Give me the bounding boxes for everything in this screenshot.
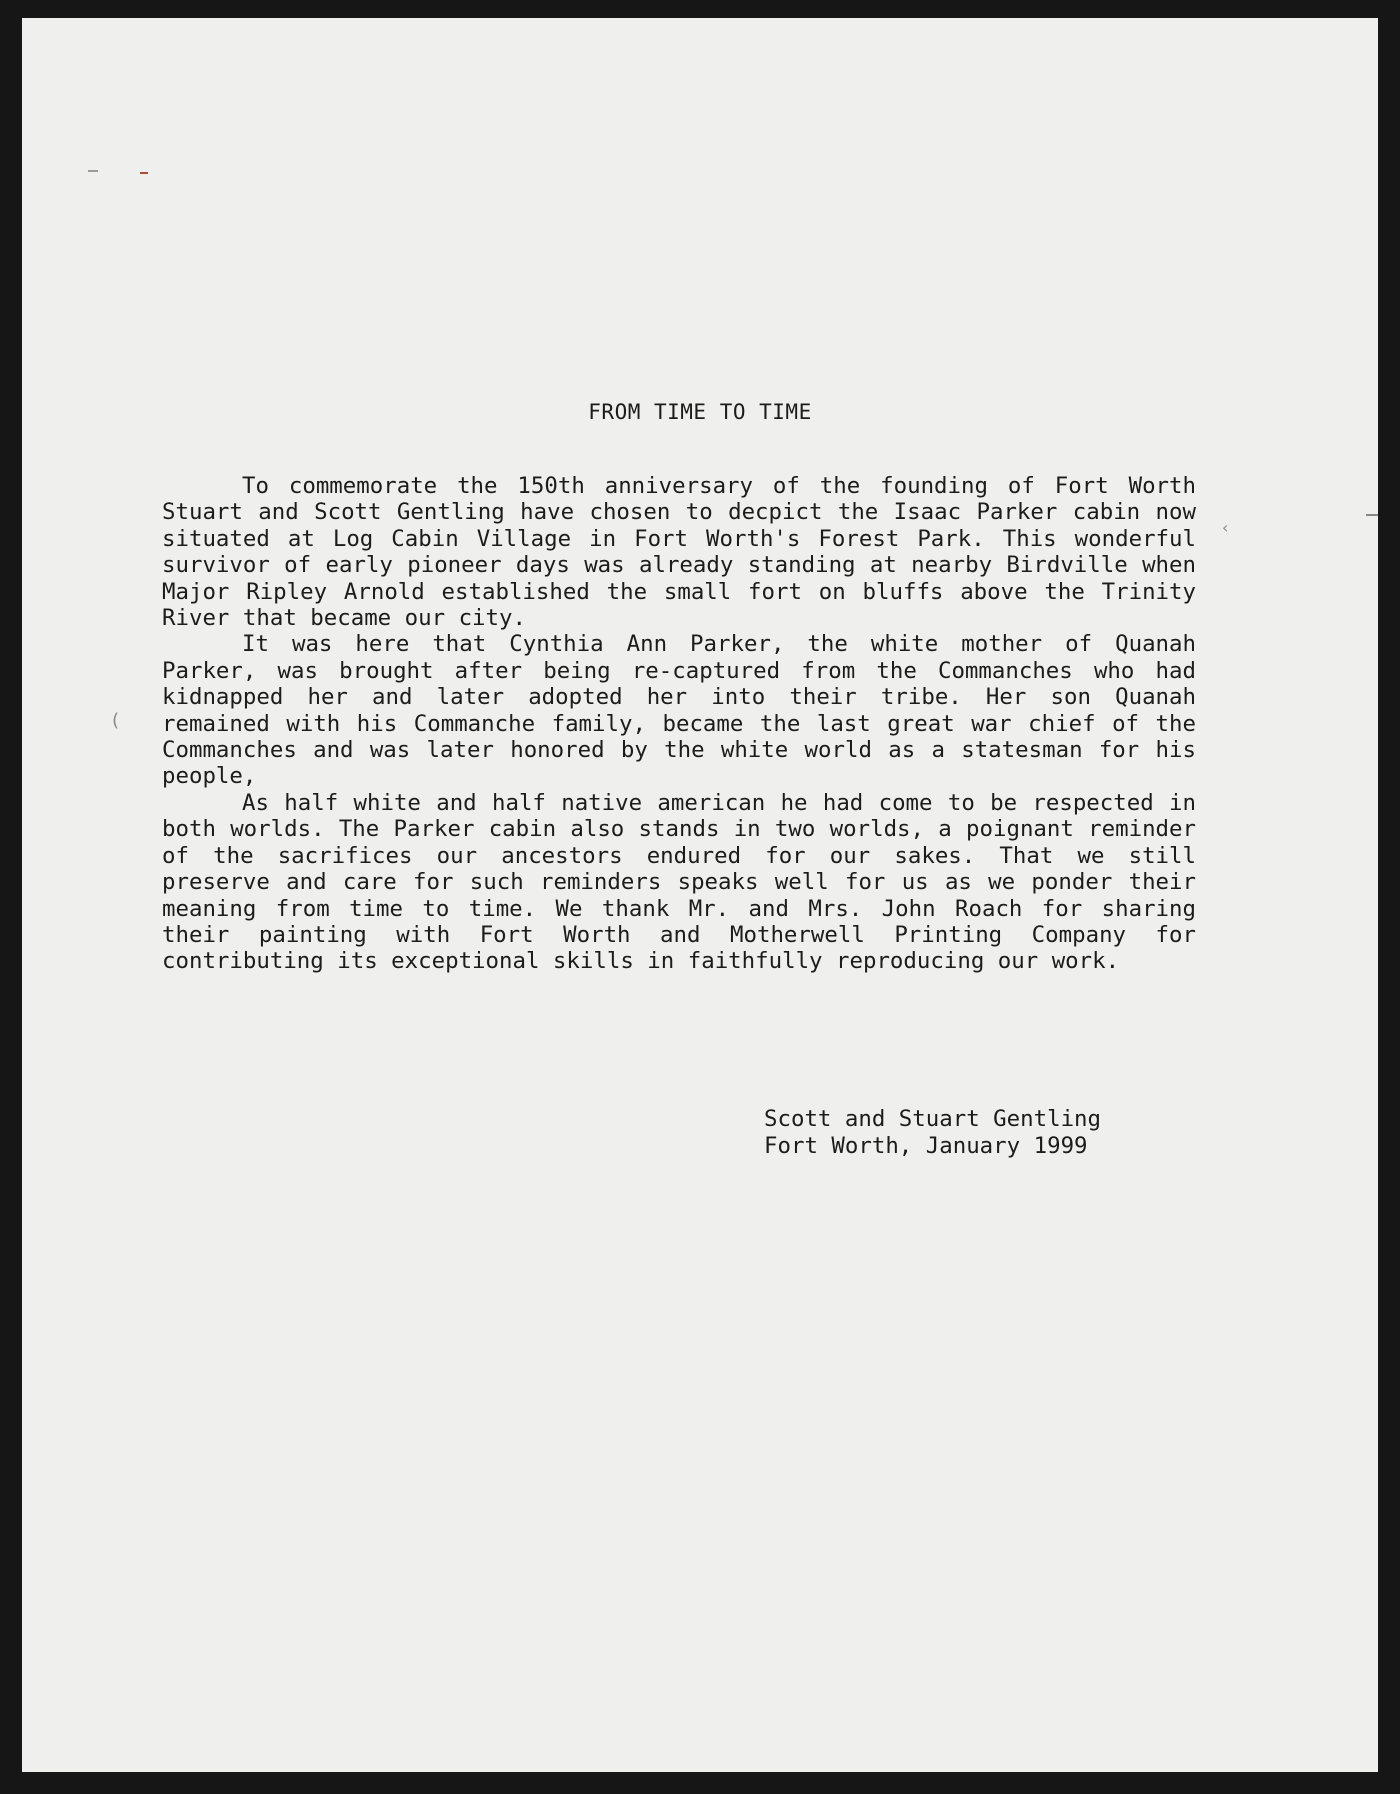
document-body bbox=[162, 473, 1196, 975]
margin-mark bbox=[88, 170, 98, 172]
signature-names: Scott and Stuart Gentling bbox=[764, 1106, 1102, 1132]
paragraph-2: It was here that Cynthia Ann Parker, the white mother of Quanah Parker, was brought after being re-captured from the Commanches who had kidnapped her and later adopted her into their tribe. Her son Quanah remained with his Commanche family, became the last great war chief of the Commanches and was later honored by the white world as a statesman for his people, bbox=[162, 631, 1196, 790]
margin-mark bbox=[140, 172, 148, 174]
document-page bbox=[22, 18, 1378, 1772]
margin-mark: ( bbox=[112, 710, 120, 731]
paragraph-3: As half white and half native american he had come to be respected in both worlds. The Parker cabin also stands in two worlds, a poignant reminder of the sacrifices our ancestors endured for our sakes. That we still preserve and care for such reminders speaks well for us as we ponder their meaning from time to time. We thank Mr. and Mrs. John Roach for sharing their painting with Fort Worth and Motherwell Printing Company for contributing its exceptional skills in faithfully reproducing our work. bbox=[162, 789, 1196, 975]
margin-mark: ‹ bbox=[1222, 518, 1229, 537]
paragraph-1: To commemorate the 150th anniversary of the founding of Fort Worth Stuart and Scott Gentling have chosen to decpict the Isaac Parker cabin now situated at Log Cabin Village in Fort Worth's Forest Park. This wonderful survivor of early pioneer days was already standing at nearby Birdville when Major Ripley Arnold established the small fort on bluffs above the Trinity River that became our city. bbox=[162, 473, 1196, 632]
margin-mark bbox=[1366, 514, 1378, 516]
document-title: FROM TIME TO TIME bbox=[588, 400, 812, 424]
signature-place-date: Fort Worth, January 1999 bbox=[764, 1133, 1088, 1159]
signature-block bbox=[764, 1106, 1101, 1160]
